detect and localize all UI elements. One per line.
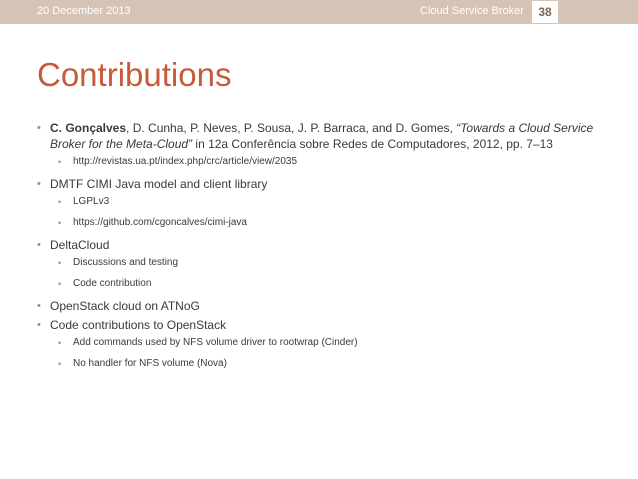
citation-venue: in 12a Conferência sobre Redes de Computadores, 2012, pp. 7–13 (192, 137, 553, 151)
bullet-icon: • (58, 279, 62, 289)
sub-list-item-label: LGPLv3 (73, 196, 110, 207)
list-item (37, 176, 597, 192)
bullet-icon: • (58, 157, 62, 167)
sub-list-item (37, 336, 597, 350)
sub-list-item (37, 256, 597, 270)
citation-item (37, 120, 597, 152)
bullet-icon: • (58, 338, 62, 348)
list-item-label: OpenStack cloud on ATNoG (50, 299, 200, 313)
bullet-icon: • (37, 239, 41, 251)
list-item (37, 317, 597, 333)
slide-title: Contributions (37, 56, 232, 93)
citation-paper-title: “Towards a Cloud Service Broker for the Meta-Cloud” (50, 121, 594, 151)
bullet-icon: • (37, 319, 41, 331)
header-date: 20 December 2013 (37, 5, 131, 17)
header-bar (0, 0, 638, 24)
bullet-icon: • (58, 197, 62, 207)
citation-authors: , D. Cunha, P. Neves, P. Sousa, J. P. Barraca, and D. Gomes, (126, 121, 457, 135)
list-item (37, 237, 597, 253)
bullet-icon: • (37, 122, 41, 134)
sub-list-item (37, 357, 597, 371)
presentation-title: Cloud Service Broker (420, 5, 524, 17)
citation-link[interactable]: http://revistas.ua.pt/index.php/crc/article/view/2035 (73, 156, 298, 167)
slide-content (37, 120, 597, 378)
bullet-icon: • (58, 359, 62, 369)
bullet-icon: • (58, 218, 62, 228)
bullet-icon: • (58, 258, 62, 268)
sub-list-item (37, 277, 597, 291)
sub-list-item-label: Add commands used by NFS volume driver to rootwrap (Cinder) (73, 337, 358, 348)
list-item-label: Code contributions to OpenStack (50, 318, 227, 332)
bullet-icon: • (37, 178, 41, 190)
citation-link-item (37, 155, 597, 169)
bullet-icon: • (37, 300, 41, 312)
slide-number: 38 (532, 1, 558, 23)
github-link[interactable]: https://github.com/cgoncalves/cimi-java (73, 217, 247, 228)
sub-list-item-label: Discussions and testing (73, 257, 179, 268)
list-item-label: DeltaCloud (50, 238, 110, 252)
citation-author-bold: C. Gonçalves (50, 121, 127, 135)
sub-list-item-label: No handler for NFS volume (Nova) (73, 358, 227, 369)
sub-list-item-label: Code contribution (73, 278, 152, 289)
list-item-label: DMTF CIMI Java model and client library (50, 177, 268, 191)
sub-list-item (37, 195, 597, 209)
list-item (37, 298, 597, 314)
sub-list-item (37, 216, 597, 230)
